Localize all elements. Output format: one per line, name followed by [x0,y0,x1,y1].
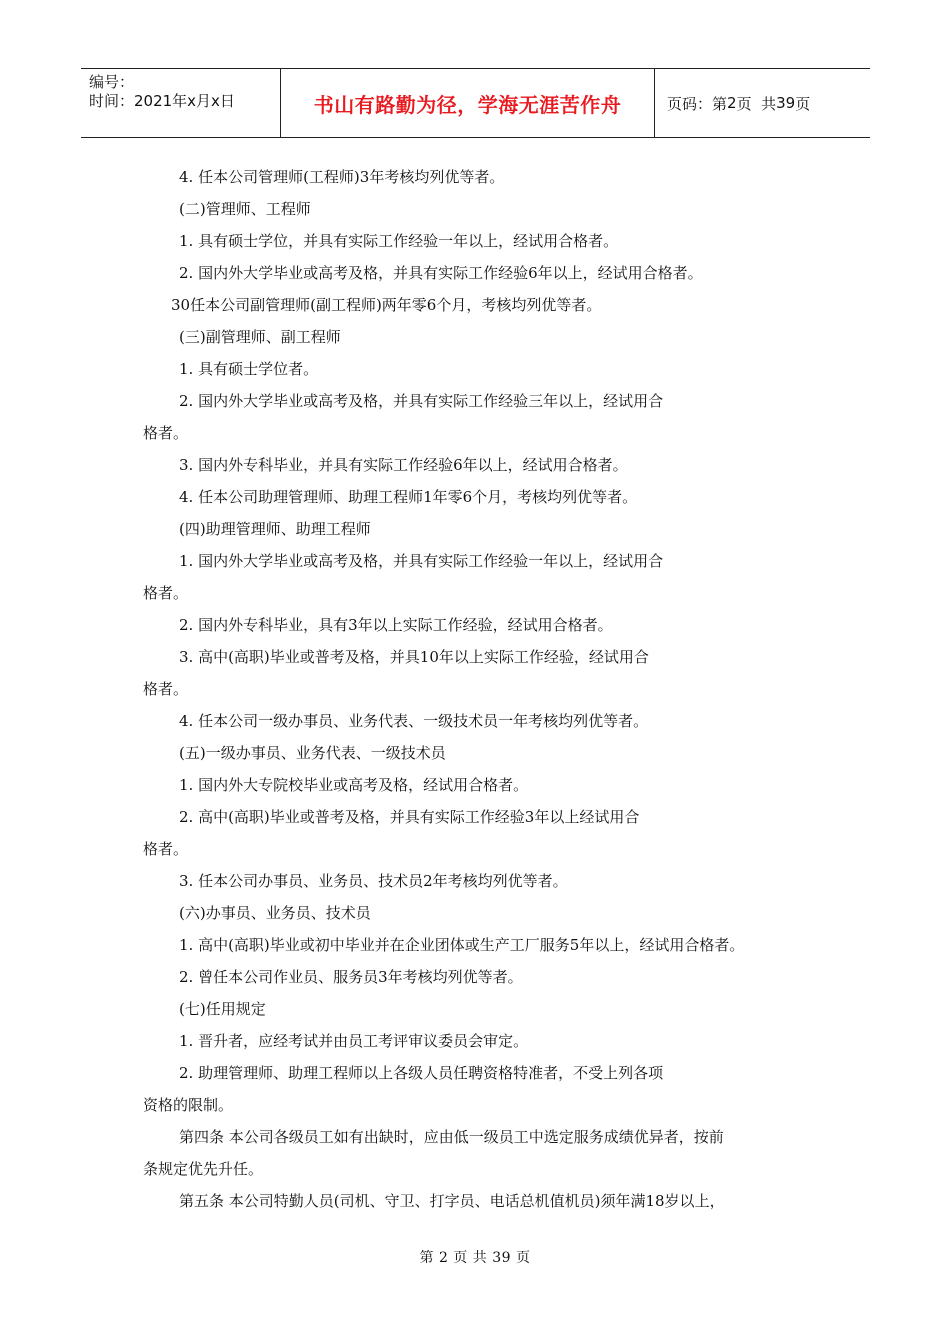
body-line: 2. 国内外大学毕业或高考及格，并具有实际工作经验三年以上，经试用合 [179,392,664,410]
page-footer: 第 2 页 共 39 页 [419,1250,531,1266]
body-line: 条规定优先升任。 [143,1160,264,1178]
body-line: 2. 国内外大学毕业或高考及格，并具有实际工作经验6年以上，经试用合格者。 [179,264,703,282]
body-line: 第五条 本公司特勤人员(司机、守卫、打字员、电话总机值机员)须年满18岁以上， [179,1192,725,1210]
body-line: 1. 具有硕士学位，并具有实际工作经验一年以上，经试用合格者。 [179,232,619,250]
body-line: (三)副管理师、副工程师 [179,328,341,346]
body-line: (五)一级办事员、业务代表、一级技术员 [179,744,446,762]
body-line: 4. 任本公司一级办事员、业务代表、一级技术员一年考核均列优等者。 [179,712,649,730]
page-number: 2 [727,94,737,112]
body-line: 2. 曾任本公司作业员、服务员3年考核均列优等者。 [179,968,523,986]
body-line: (二)管理师、工程师 [179,200,311,218]
body-line: 3. 高中(高职)毕业或普考及格，并具10年以上实际工作经验，经试用合 [179,648,649,666]
body-line: 格者。 [143,584,189,602]
serial-number-label: 编号： [89,73,135,91]
body-line: 2. 高中(高职)毕业或普考及格，并具有实际工作经验3年以上经试用合 [179,808,640,826]
body-line: 格者。 [143,680,189,698]
page-total: 39 [776,94,796,112]
body-line: 格者。 [143,840,189,858]
body-line: 第四条 本公司各级员工如有出缺时，应由低一级员工中选定服务成绩优异者，按前 [179,1128,724,1146]
body-line: 资格的限制。 [143,1096,234,1114]
body-line: 4. 任本公司管理师(工程师)3年考核均列优等者。 [179,168,505,186]
body-line: 1. 国内外大学毕业或高考及格，并具有实际工作经验一年以上，经试用合 [179,552,664,570]
body-line: 2. 助理管理师、助理工程师以上各级人员任聘资格特准者，不受上列各项 [179,1064,664,1082]
header-page-info [655,69,870,137]
page-label: 页码：第 [667,94,728,113]
body-line: 1. 高中(高职)毕业或初中毕业并在企业团体或生产工厂服务5年以上，经试用合格者。 [179,936,745,954]
body-line: 格者。 [143,424,189,442]
body-line: (四)助理管理师、助理工程师 [179,520,371,538]
body-line: 1. 晋升者，应经考试并由员工考评审议委员会审定。 [179,1032,529,1050]
document-header [81,68,870,138]
body-line: 2. 国内外专科毕业，具有3年以上实际工作经验，经试用合格者。 [179,616,613,634]
body-line: 3. 任本公司办事员、业务员、技术员2年考核均列优等者。 [179,872,568,890]
page-middle: 页 共 [736,94,777,113]
body-line: 30任本公司副管理师(副工程师)两年零6个月，考核均列优等者。 [171,296,602,314]
body-line: 3. 国内外专科毕业，并具有实际工作经验6年以上，经试用合格者。 [179,456,628,474]
header-meta [81,69,281,137]
body-line: (七)任用规定 [179,1000,266,1018]
body-line: 1. 具有硕士学位者。 [179,360,319,378]
time-label: 时间：2021年x月x日 [89,92,235,110]
body-line: 1. 国内外大专院校毕业或高考及格，经试用合格者。 [179,776,529,794]
header-motto: 书山有路勤为径，学海无涯苦作舟 [281,69,655,137]
body-line: 4. 任本公司助理管理师、助理工程师1年零6个月，考核均列优等者。 [179,488,638,506]
page-end: 页 [795,94,811,113]
body-line: (六)办事员、业务员、技术员 [179,904,371,922]
